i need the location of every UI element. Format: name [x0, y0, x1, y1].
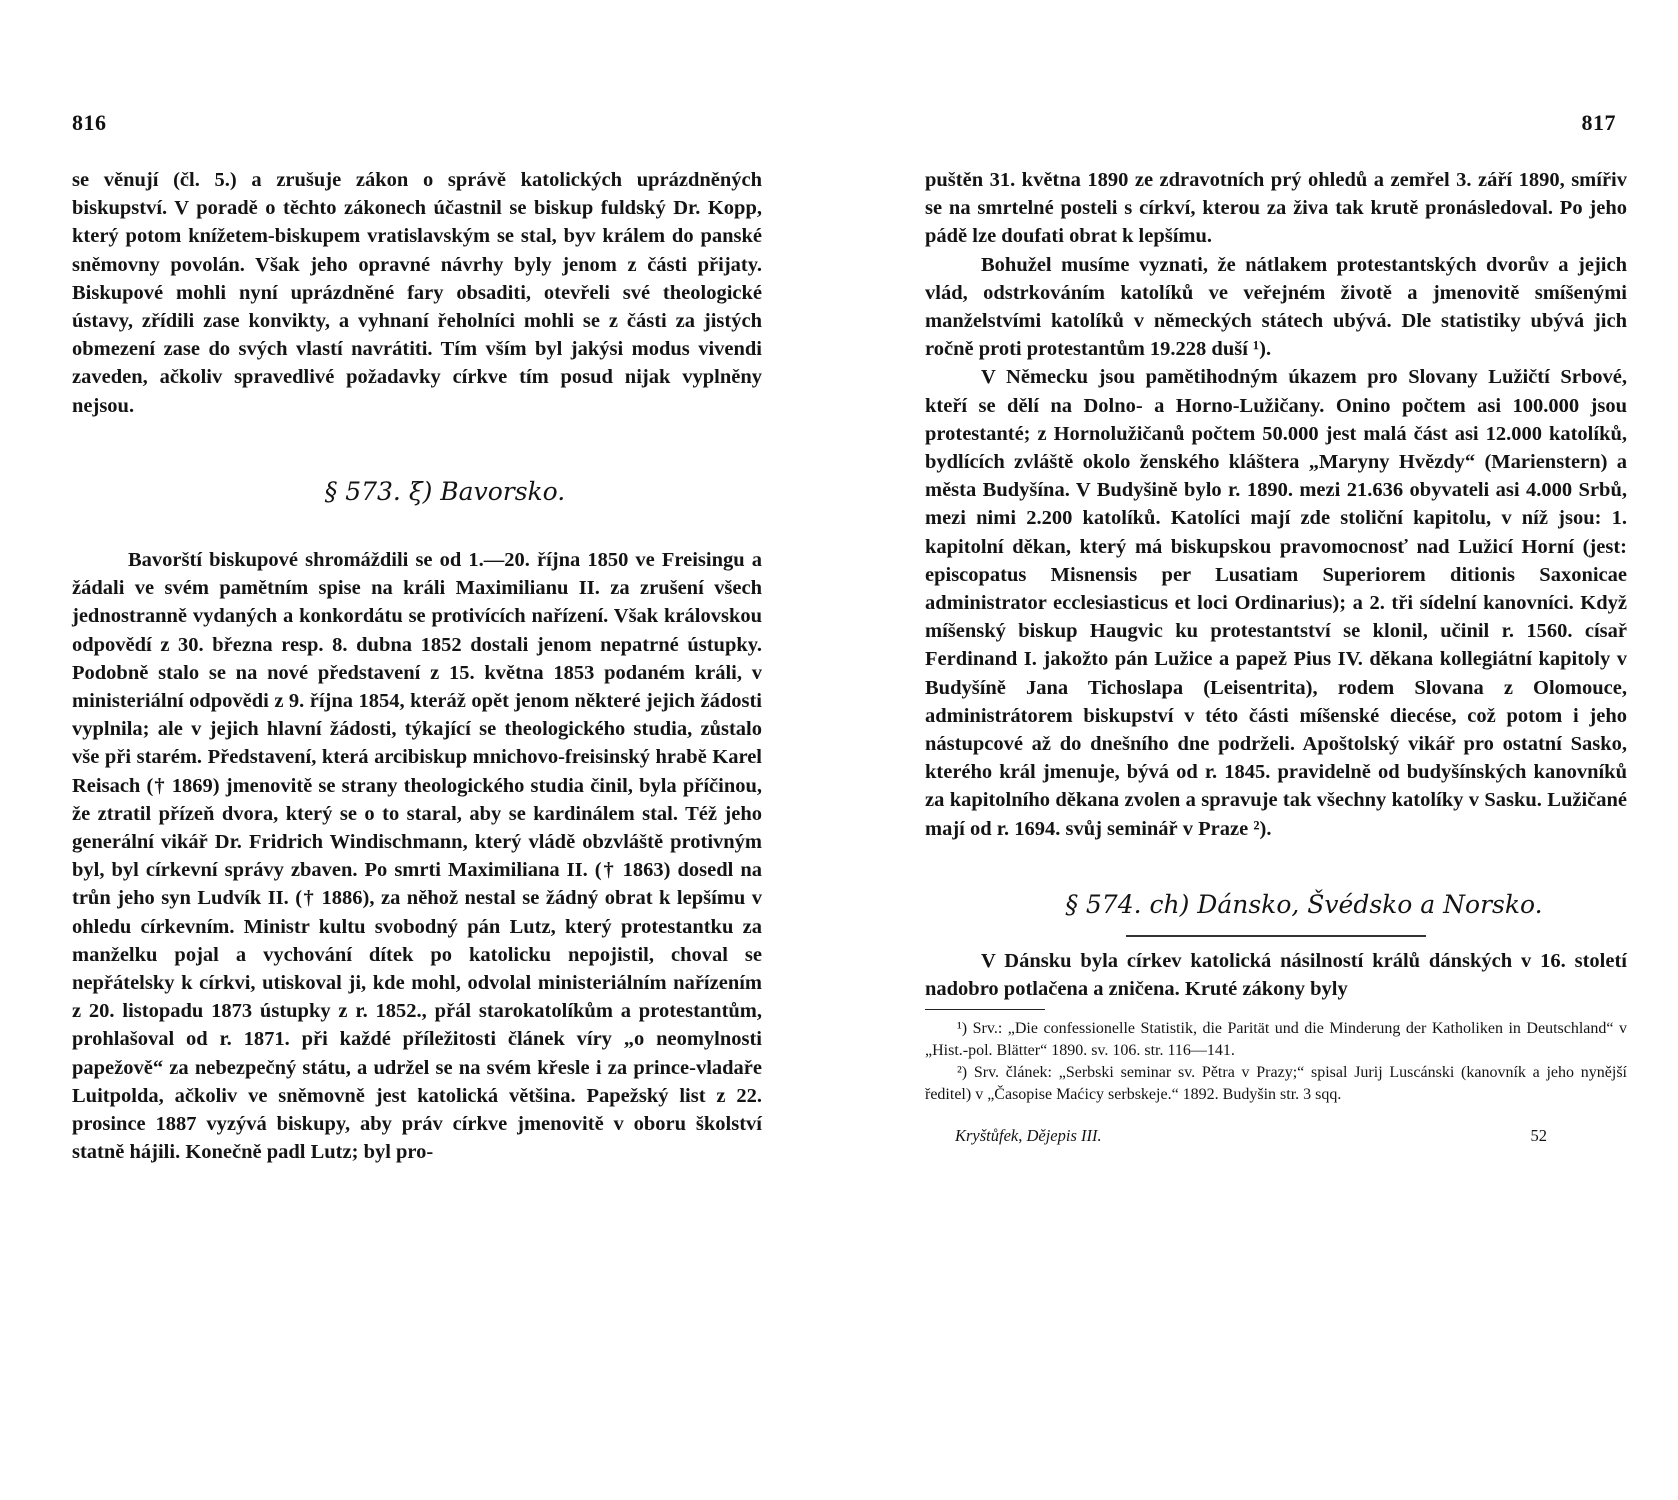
right-paragraph-3: V Německu jsou pamětihodným úkazem pro Slovany Lužičtí Srbové, kteří se dělí na Dolno- a Horno-Lužičany. Onino počtem asi 100.000 jsou protestanté; z Hornolužičanů počtem 50.000 jest malá část asi 12.000 katolíků, bydlících zvláště okolo ženského kláštera „Maryny Hvězdy“ (Marienstern) a města Budyšína. V Budyšině bylo r. 1890. mezi 21.636 obyvateli asi 4.000 Srbů, mezi nimi 2.200 katolíků. Katolíci mají zde stoliční kapitolu, v níž jsou: 1. kapitolní děkan, který má biskupskou pravomocnosť nad Lužicí Horní (jest: episcopatus Misnensis per Lusatiam Superiorem ditionis Saxonicae administrator ecclesiasticus et loci Ordinarius); a 2. tři sídelní kanovníci. Když míšenský biskup Haugvic ku protestantství se klonil, učinil r. 1560. císař Ferdinand I. jakožto pán Lužice a papež Pius IV. děkana kollegiátní kapitoly v Budyšíně Jana Tichoslapa (Leisentrita), rodem Slovana z Olomouce, administrátorem biskupství v této části míšenské diecése, což potom i jeho nástupcové až do dnešního dne podrželi. Apoštolský vikář pro ostatní Sasko, kterého král jmenuje, bývá od r. 1845. pravidelně od budyšínských kanovníků za kapitolního děkana zvolen a spravuje tak všechny katolíky v Sasku. Lužičané mají od r. 1694. svůj seminář v Praze ²). — [925, 366, 1627, 840]
left-page-number: 816 — [72, 110, 107, 135]
footnote-1: ¹) Srv.: „Die confessionelle Statistik, die Parität und die Minderung der Katholiken in Deutschland“ v „Hist.-pol. Blätter“ 1890. sv. 106. str. 116—141. — [925, 1020, 1627, 1060]
heading-ornament-rule — [1126, 935, 1426, 937]
right-paragraph-2: Bohužel musíme vyznati, že nátlakem protestantských dvorův a jejich vlád, odstrkováním katolíků ve veřejném životě a jmenovitě smíšenými manželstvími katolíků v německých státech ubývá. Dle statistiky ubývá jich ročně proti protestantům 19.228 duší ¹). — [925, 253, 1627, 361]
left-text-column — [72, 166, 762, 1167]
signature-number: 52 — [1530, 1126, 1547, 1146]
signature-author: Kryštůfek, Dějepis III. — [955, 1126, 1102, 1146]
right-paragraph-4: V Dánsku byla církev katolická násilností králů dánských v 16. století nadobro potlačena a zničena. Kruté zákony byly — [925, 950, 1627, 1001]
left-paragraph-2: Bavorští biskupové shromáždili se od 1.—20. října 1850 ve Freisingu a žádali ve svém pamětním spise na králi Maximilianu II. za zrušení všech jednostranně vydaných a konkordátu se protivících nařízení. Však královskou odpovědí z 30. března resp. 8. dubna 1852 dostali jenom nepatrné ústupky. Podobně stalo se na nové představení z 15. května 1853 podaném králi, v ministeriální odpovědi z 9. října 1854, kteráž opět jenom některé jejich žádosti vyplnila; ale v jejich hlavní žádosti, týkající se theologického studia, zůstalo vše při starém. Představení, která arcibiskup mnichovo-freisinský hrabě Karel Reisach († 1869) jmenovitě se strany theologického studia činil, byla příčinou, že ztratil přízeň dvora, který se o to staral, aby se kardinálem stal. Též jeho generální vikář Dr. Fridrich Windischmann, který vládě obzvláště protivným byl, byl církevní správy zbaven. Po smrti Maximiliana II. († 1863) dosedl na trůn jeho syn Ludvík II. († 1886), za něhož nestal se žádný obrat k lepšímu v ohledu církevním. Ministr kultu svobodný pán Lutz, který protestantku za manželku pojal a vychování dítek po katolicku nepojistil, choval se nepřátelsky k církvi, utiskoval ji, kde mohl, odvolal ministeriálním nařízením z 20. listopadu 1873 ústupky z r. 1852., přál starokatolíkům a protestantům, prohlašoval od r. 1871. při každé příležitosti článek víry „o neomylnosti papežově“ za nebezpečný státu, a udržel se na svém křesle i za prince-vladaře Luitpolda, ačkoliv ve sněmovně jest katolická většina. Papežský list z 22. prosince 1887 vyzývá biskupy, aby práv církve jmenovitě v oboru školství statně hájili. Konečně padl Lutz; byl pro- — [72, 549, 762, 1164]
footnote-divider — [925, 1009, 1045, 1010]
right-text-column — [925, 166, 1627, 1151]
left-paragraph-1: se věnují (čl. 5.) a zrušuje zákon o správě katolických uprázdněných biskupství. V poradě o těchto zákonech účastnil se biskup fuldský Dr. Kopp, který potom knížetem-biskupem vratislavským se stal, byv králem do panské sněmovny povolán. Však jeho opravné návrhy byly jenom z části přijaty. Biskupové mohli nyní uprázdněné fary obsaditi, otevřeli své theologické ústavy, zřídili zase konvikty, a vyhnaní řeholníci mohli se z části za jistých obmezení zase do svých vlastí navrátiti. Tím vším byl jakýsi modus vivendi zaveden, ačkoliv spravedlivé požadavky církve tím posud nijak vyplněny nejsou. — [72, 169, 762, 417]
section-heading-573: § 573. ξ) Bavorsko. — [324, 476, 566, 506]
footnotes — [925, 1018, 1627, 1106]
right-page — [839, 0, 1678, 1500]
signature-line — [925, 1122, 1627, 1150]
right-paragraph-1: puštěn 31. května 1890 ze zdravotních prý ohledů a zemřel 3. září 1890, smířiv se na smrtelné posteli s církví, kterou za živa tak krutě pronásledoval. Po jeho pádě lze doufati obrat k lepšímu. — [925, 169, 1627, 248]
footnote-2: ²) Srv. článek: „Serbski seminar sv. Pětra v Prazy;“ spisal Jurij Luscánski (kanovník a jeho nynější ředitel) v „Časopise Maćicy serbskeje.“ 1892. Budyšin str. 3 sqq. — [925, 1064, 1627, 1104]
right-page-number: 817 — [1581, 110, 1616, 135]
section-heading-574: § 574. ch) Dánsko, Švédsko a Norsko. — [1065, 889, 1543, 919]
